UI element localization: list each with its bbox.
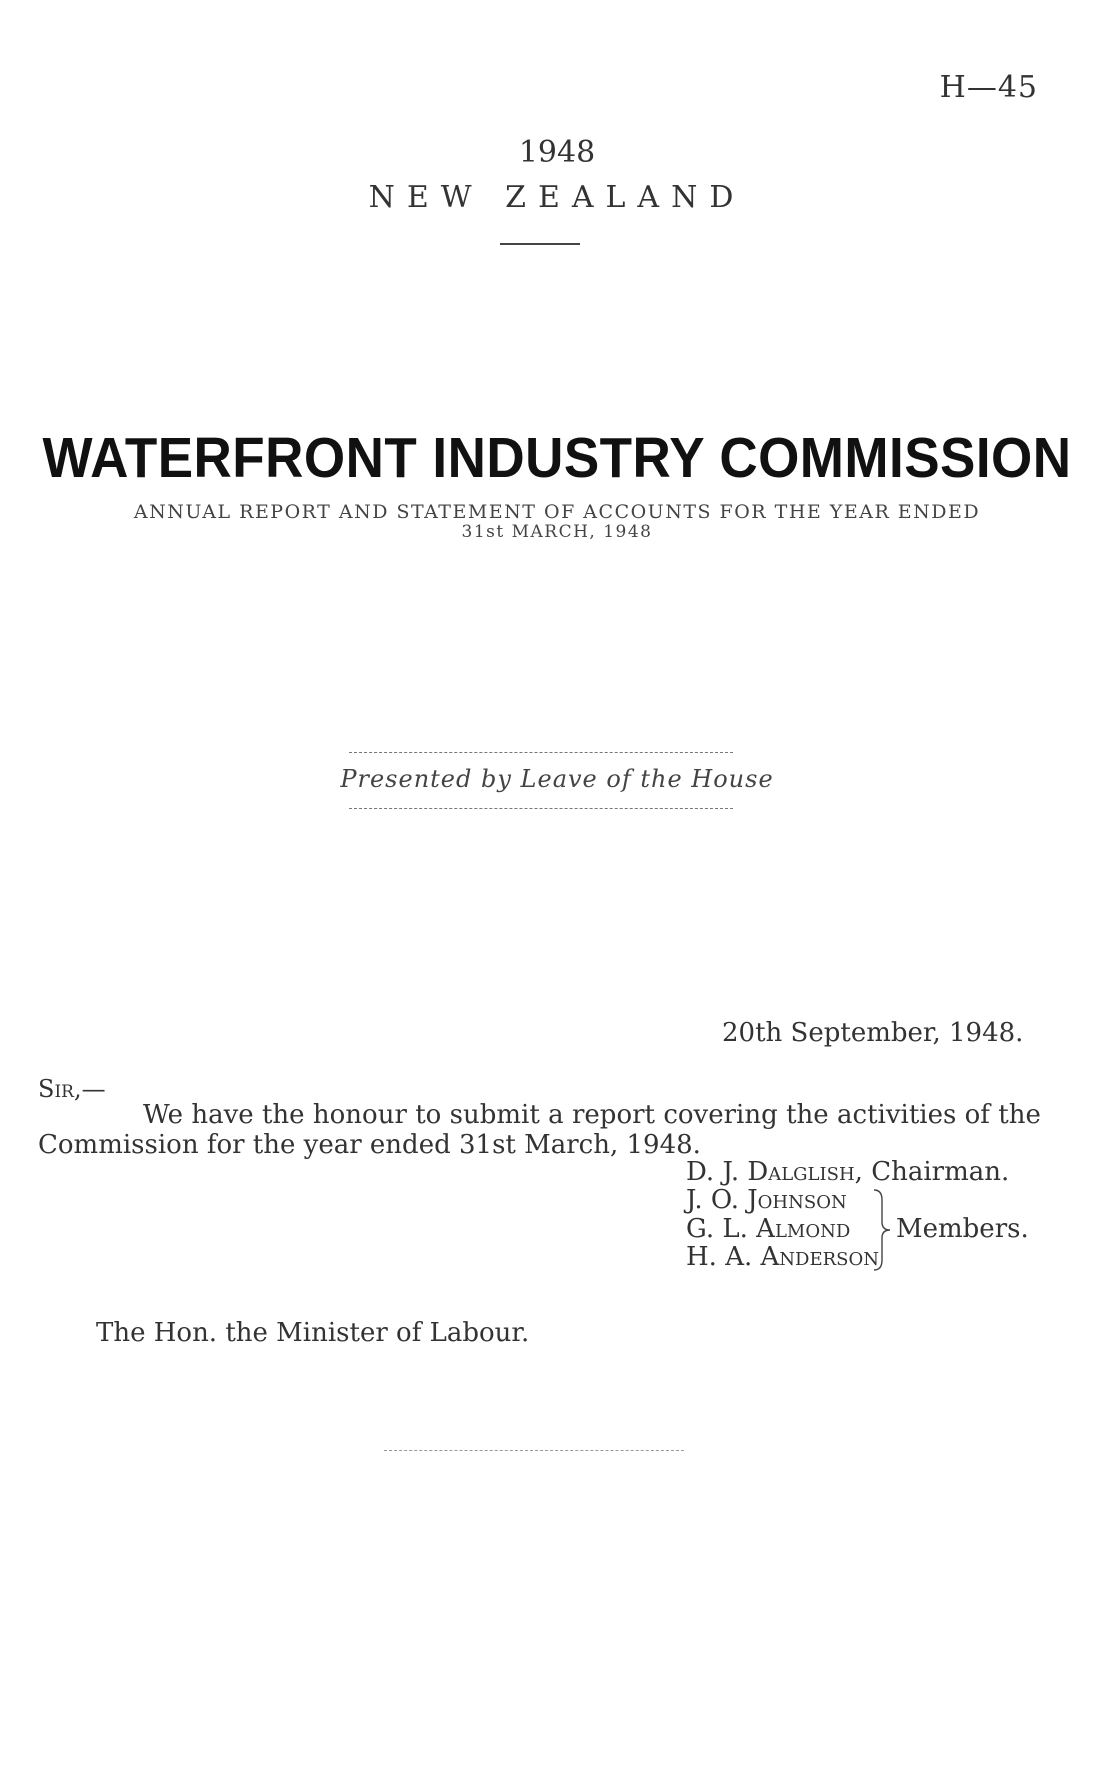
member-name: H. A. Anderson [686, 1242, 879, 1272]
body-word: covering [663, 1100, 778, 1130]
year-heading: 1948 [518, 135, 596, 170]
presented-notice: Presented by Leave of the House [340, 765, 774, 793]
body-word: the [998, 1100, 1041, 1130]
document-subtitle-date: 31st MARCH, 1948 [461, 522, 653, 542]
body-word: We [143, 1100, 183, 1130]
chairman-name: D. J. Dalglish, [686, 1157, 863, 1187]
footer-dashed-rule [384, 1450, 684, 1451]
member-name: J. O. Johnson [686, 1185, 847, 1215]
lower-dashed-rule [349, 808, 733, 809]
addressee: The Hon. the Minister of Labour. [96, 1318, 530, 1348]
document-title: WATERFRONT INDUSTRY COMMISSION [42, 426, 1072, 490]
body-word: report [571, 1100, 655, 1130]
country-heading: NEW ZEALAND [368, 180, 746, 215]
letter-date: 20th September, 1948. [722, 1018, 1024, 1048]
member-name: G. L. Almond [686, 1214, 851, 1244]
body-word: have [191, 1100, 254, 1130]
body-word: activities [837, 1100, 957, 1130]
header-divider [500, 243, 580, 245]
signature-member [686, 1214, 850, 1244]
letter-body-line-1 [143, 1100, 1041, 1130]
members-brace [872, 1186, 892, 1274]
salutation: Sir,— [38, 1075, 106, 1103]
upper-dashed-rule [349, 752, 733, 753]
signature-member [686, 1185, 847, 1215]
body-word: to [415, 1100, 442, 1130]
body-word: submit [449, 1100, 540, 1130]
body-word: of [964, 1100, 990, 1130]
document-subtitle: ANNUAL REPORT AND STATEMENT OF ACCOUNTS FOR THE YEAR ENDED [133, 501, 981, 523]
body-word: honour [312, 1100, 407, 1130]
members-label: Members. [896, 1214, 1029, 1244]
letter-body-line-2: Commission for the year ended 31st March, 1948. [38, 1130, 701, 1160]
paper-reference-number: H—45 [939, 70, 1038, 105]
signature-member [686, 1242, 879, 1272]
body-word: the [786, 1100, 829, 1130]
chairman-role: Chairman. [871, 1157, 1010, 1187]
body-word: a [548, 1100, 564, 1130]
body-word: the [261, 1100, 305, 1130]
signature-chairman [686, 1157, 1009, 1187]
